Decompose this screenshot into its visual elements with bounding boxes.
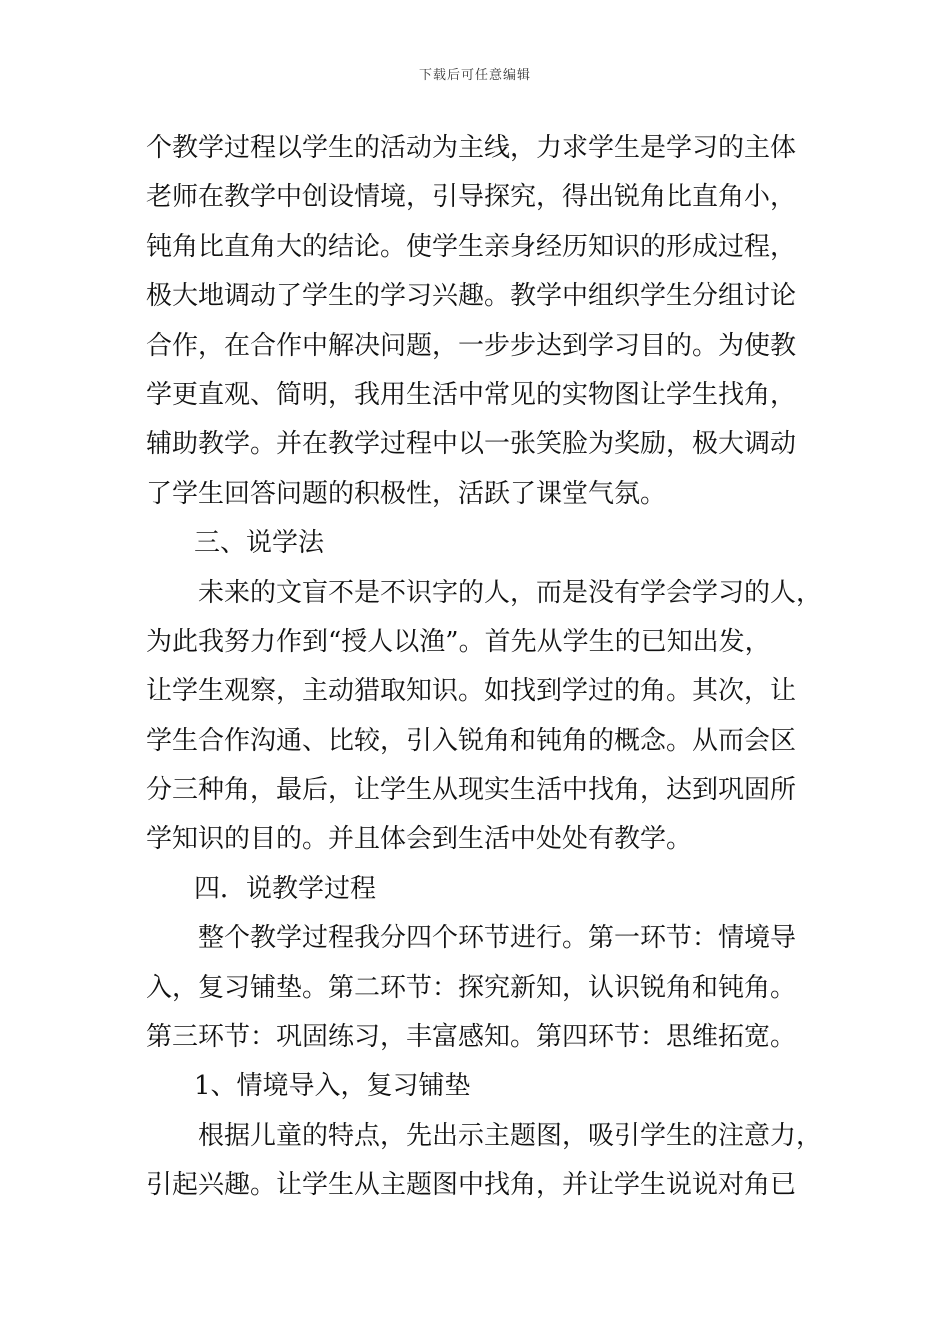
paragraph-line: 个教学过程以学生的活动为主线，力求学生是学习的主体 <box>146 133 797 163</box>
paragraph-line: 钝角比直角大的结论。使学生亲身经历知识的形成过程， <box>146 231 797 262</box>
paragraph-line: 第三环节：巩固练习，丰富感知。第四环节：思维拓宽。 <box>146 1022 797 1053</box>
paragraph-line: 学生合作沟通、比较，引入锐角和钝角的概念。从而会区 <box>146 725 797 756</box>
paragraph-line: 学知识的目的。并且体会到生活中处处有教学。 <box>146 824 693 855</box>
document-body <box>146 124 826 1211</box>
paragraph-line: 分三种角，最后，让学生从现实生活中找角，达到巩固所 <box>146 775 797 806</box>
section-heading-study-method: 三、说学法 <box>194 528 325 559</box>
paragraph-line: 极大地调动了学生的学习兴趣。教学中组织学生分组讨论 <box>146 281 797 312</box>
paragraph-line: 入，复习铺垫。第二环节：探究新知，认识锐角和钝角。 <box>146 972 797 1003</box>
section-heading-teaching-process: 四．说教学过程 <box>194 873 377 904</box>
paragraph-line: 了学生回答问题的积极性，活跃了课堂气氛。 <box>146 478 667 509</box>
paragraph-line: 老师在教学中创设情境，引导探究，得出锐角比直角小， <box>146 182 797 213</box>
paragraph-line: 整个教学过程我分四个环节进行。第一环节：情境导 <box>198 923 797 954</box>
paragraph-line: 学更直观、简明，我用生活中常见的实物图让学生找角， <box>146 379 797 410</box>
paragraph-line: 未来的文盲不是不识字的人，而是没有学会学习的人， <box>198 577 823 608</box>
paragraph-line: 为此我努力作到“授人以渔”。首先从学生的已知出发， <box>146 626 771 657</box>
paragraph-line: 引起兴趣。让学生从主题图中找角，并让学生说说对角已 <box>146 1170 797 1201</box>
subsection-heading: 1、情境导入，复习铺垫 <box>194 1071 471 1102</box>
paragraph-line: 根据儿童的特点，先出示主题图，吸引学生的注意力， <box>198 1120 823 1151</box>
paragraph-line: 让学生观察，主动猎取知识。如找到学过的角。其次，让 <box>146 676 797 707</box>
paragraph-line: 辅助教学。并在教学过程中以一张笑脸为奖励，极大调动 <box>146 429 797 460</box>
page-header: 下载后可任意编辑 <box>418 68 531 83</box>
paragraph-line: 合作，在合作中解决问题，一步步达到学习目的。为使教 <box>146 330 797 361</box>
